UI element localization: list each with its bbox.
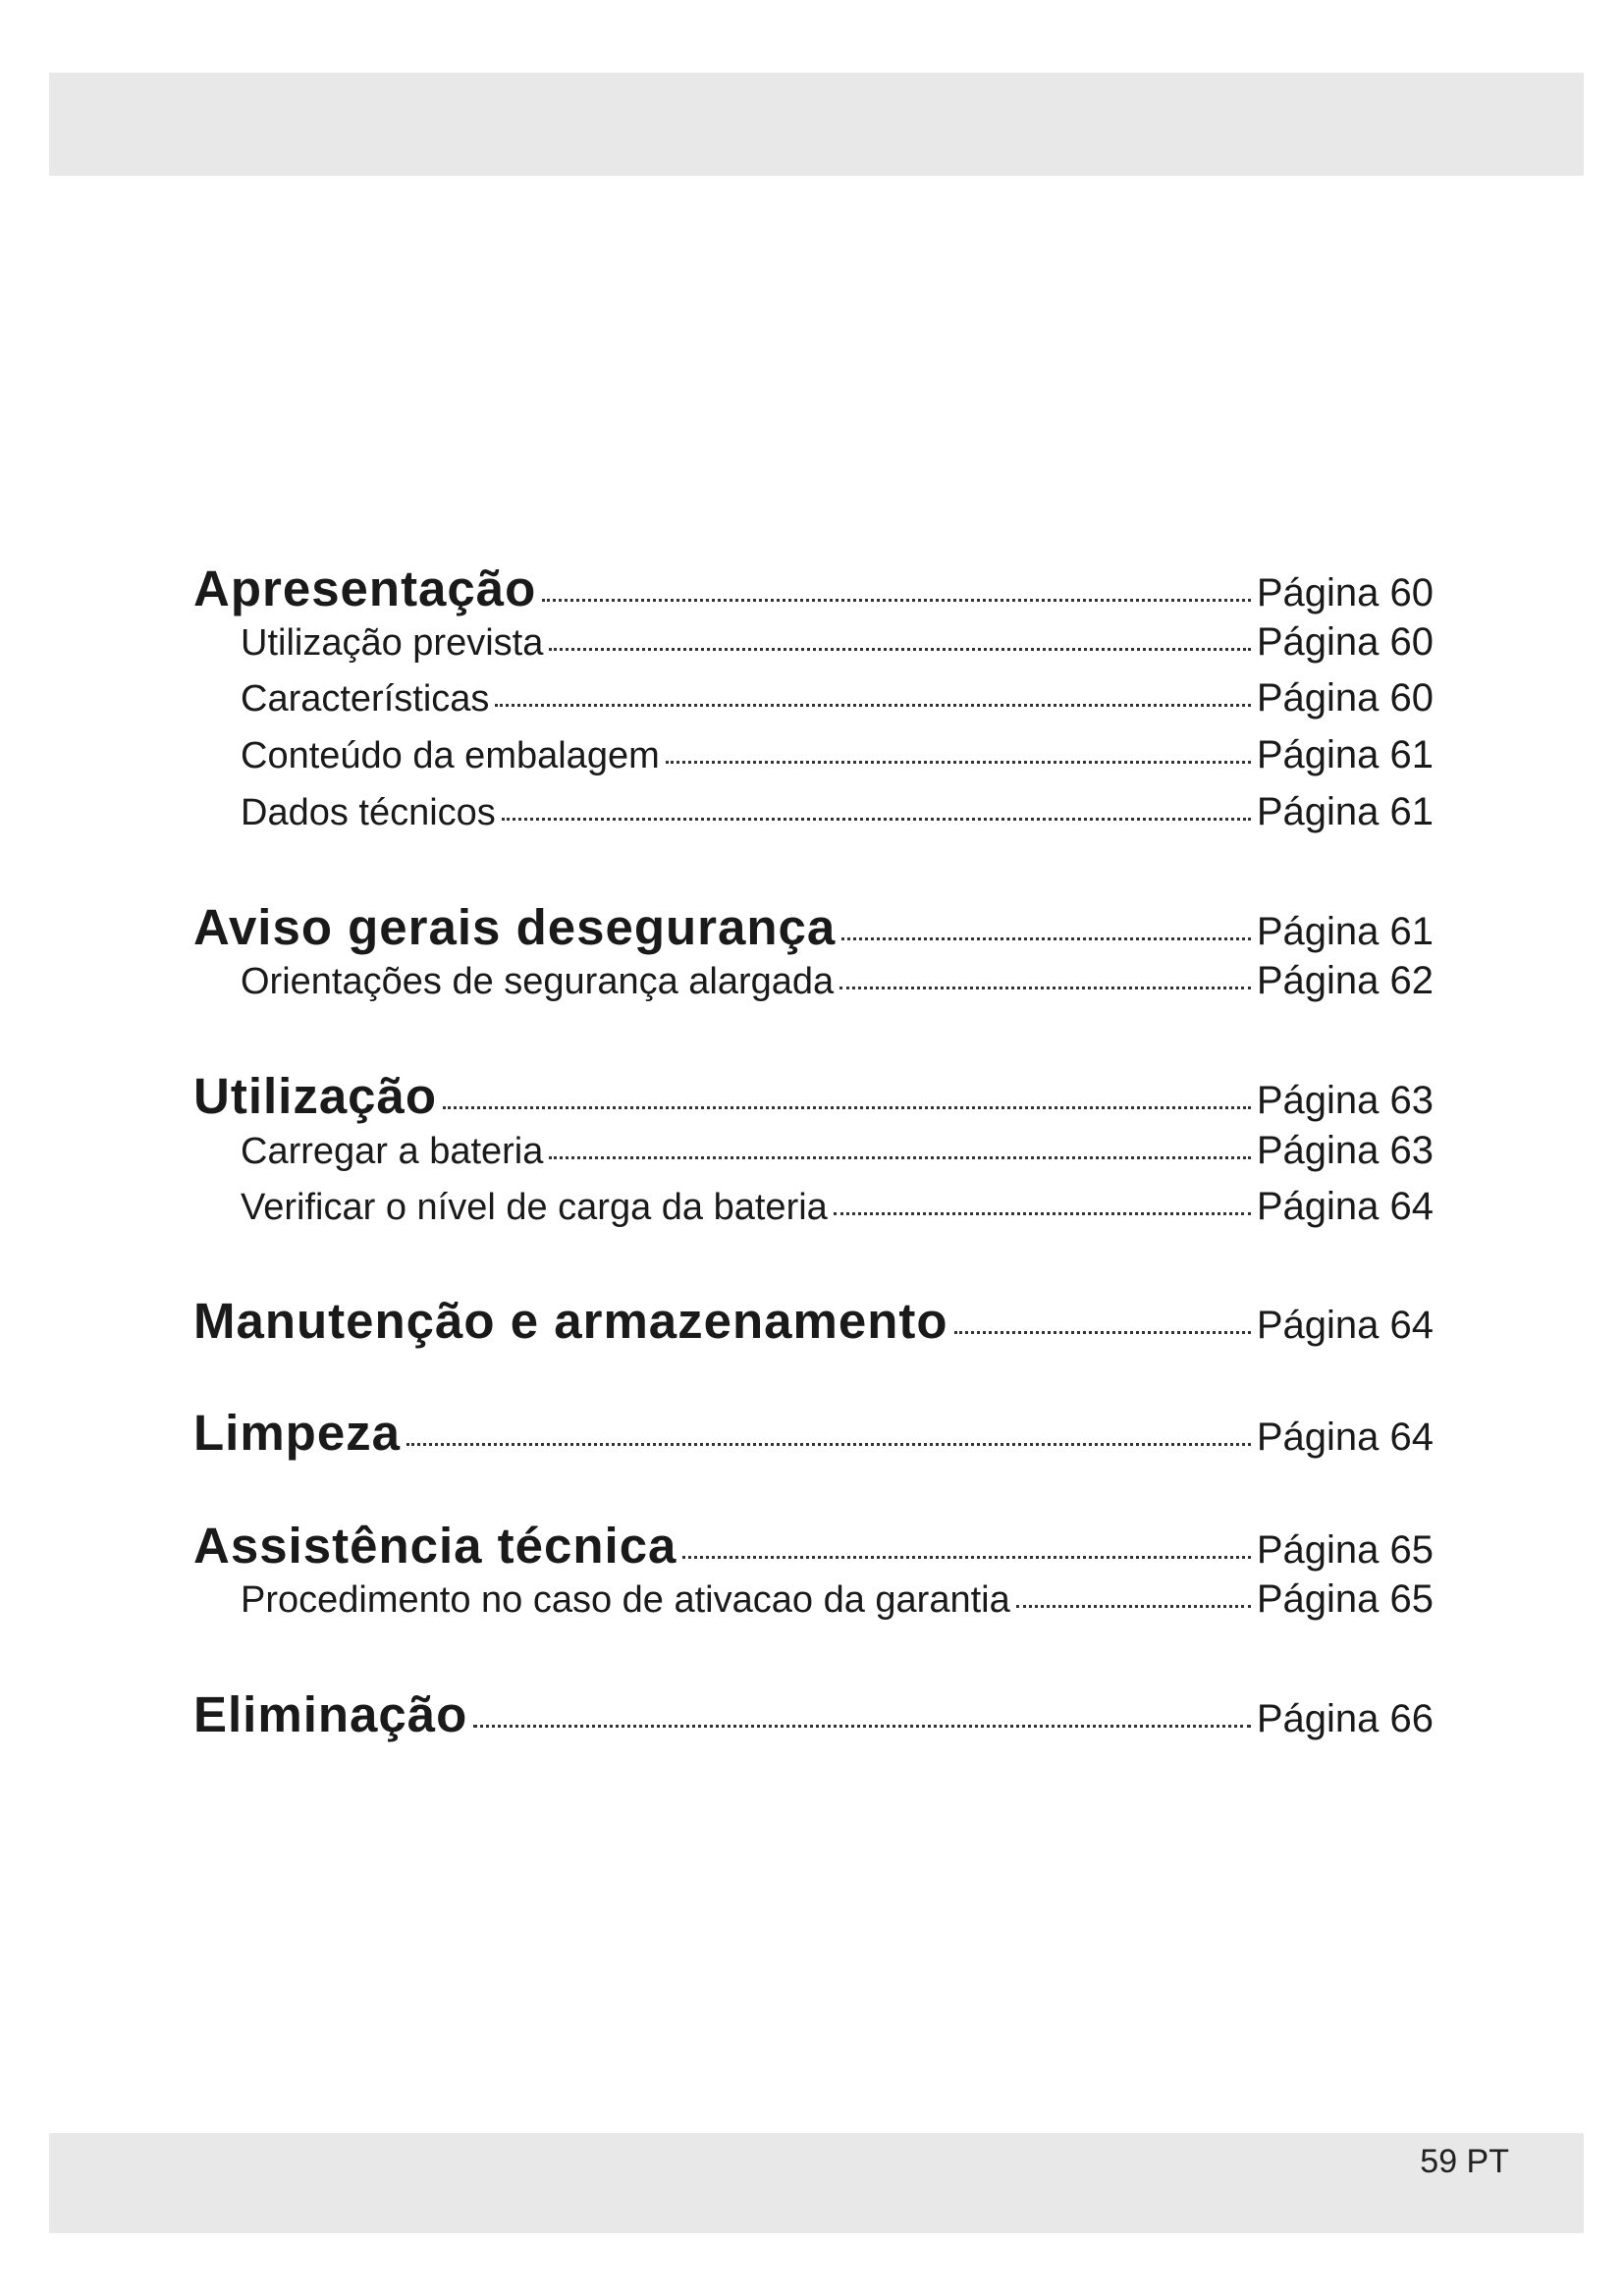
toc-entry-title: Orientações de segurança alargada [241,961,835,1002]
toc-leader-dots [666,761,1251,764]
toc-entry[interactable] [193,560,1434,617]
toc-subentry[interactable] [193,1185,1434,1229]
toc-subentry[interactable] [193,620,1434,665]
toc-entry-page: Página 60 [1256,571,1434,614]
toc-entry-title: Utilização [193,1068,438,1124]
toc-entry-page: Página 66 [1256,1697,1434,1740]
toc-entry-page: Página 65 [1256,1577,1434,1621]
toc-subentry[interactable] [193,733,1434,777]
toc-entry[interactable] [193,1067,1434,1125]
toc-subentry[interactable] [193,676,1434,721]
toc-entry[interactable] [193,898,1434,956]
toc-leader-dots [502,818,1251,821]
toc-entry-title: Aviso gerais desegurança [193,899,837,955]
toc-entry-title: Procedimento no caso de ativacao da garantia [241,1579,1010,1621]
toc-leader-dots [834,1212,1251,1215]
toc-entry-title: Limpeza [193,1405,402,1461]
toc-leader-dots [549,648,1251,651]
toc-leader-dots [841,937,1251,940]
toc-entry-page: Página 60 [1256,620,1434,664]
toc-entry[interactable] [193,1292,1434,1350]
footer-band [49,2133,1584,2233]
toc-subentry[interactable] [193,790,1434,834]
toc-leader-dots [443,1106,1251,1109]
toc-entry[interactable] [193,1685,1434,1743]
toc-entry-title: Características [241,678,490,720]
toc-entry-title: Apresentação [193,561,537,616]
toc-entry-page: Página 64 [1256,1415,1434,1459]
toc-entry[interactable] [193,1404,1434,1462]
toc-entry-page: Página 61 [1256,733,1434,776]
toc-subentry[interactable] [193,1577,1434,1622]
toc-leader-dots [549,1156,1250,1159]
header-band [49,73,1584,176]
toc-entry-title: Assistência técnica [193,1518,677,1574]
toc-entry[interactable] [193,1517,1434,1575]
toc-entry-title: Utilização prevista [241,622,544,664]
page-number: 59 PT [1420,2143,1509,2180]
toc-leader-dots [1016,1605,1251,1608]
toc-subentry[interactable] [193,1129,1434,1173]
toc-subentry[interactable] [193,959,1434,1003]
toc-entry-page: Página 62 [1256,959,1434,1002]
toc-leader-dots [495,704,1250,707]
toc-leader-dots [954,1331,1251,1334]
toc-entry-title: Verificar o nível de carga da bateria [241,1187,828,1228]
toc-entry-page: Página 63 [1256,1129,1434,1172]
toc-entry-title: Manutenção e armazenamento [193,1293,948,1349]
toc-leader-dots [682,1556,1250,1559]
toc-entry-title: Carregar a bateria [241,1131,544,1172]
toc-leader-dots [473,1725,1251,1728]
toc-entry-title: Eliminação [193,1686,468,1742]
toc-entry-title: Dados técnicos [241,792,496,833]
toc-entry-page: Página 61 [1256,790,1434,833]
toc-leader-dots [839,987,1251,989]
toc-leader-dots [406,1443,1251,1446]
toc-leader-dots [542,599,1251,602]
toc-entry-page: Página 61 [1256,910,1434,953]
toc-entry-title: Conteúdo da embalagem [241,735,660,776]
toc-entry-page: Página 60 [1256,676,1434,720]
toc-entry-page: Página 64 [1256,1185,1434,1228]
toc-entry-page: Página 63 [1256,1079,1434,1122]
toc-entry-page: Página 65 [1256,1528,1434,1572]
toc-entry-page: Página 64 [1256,1304,1434,1347]
